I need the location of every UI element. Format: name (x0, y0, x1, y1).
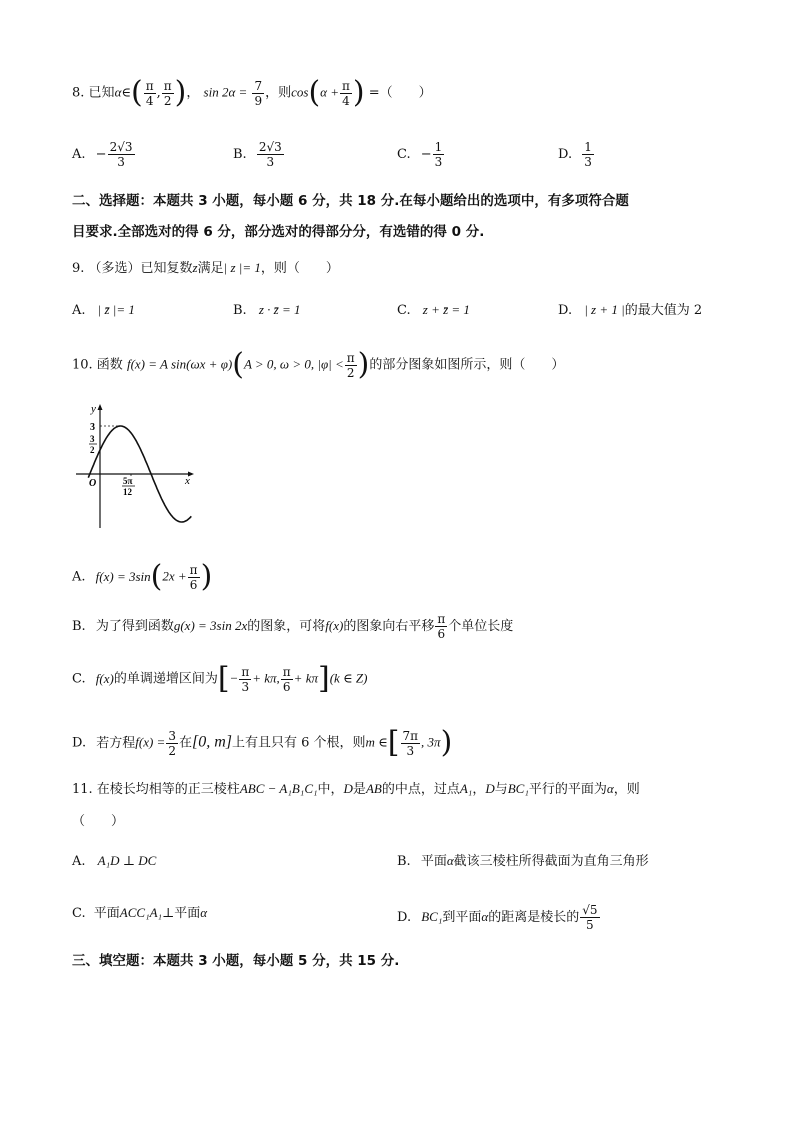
q8-option-c-label: C. (397, 147, 411, 162)
q10-option-c-label: C. (72, 671, 86, 687)
q11-option-d-label: D. (397, 910, 412, 925)
q11-alpha: α (606, 781, 614, 796)
q11-option-b[interactable] (397, 851, 649, 872)
q10-graph (72, 398, 202, 530)
q10-graph-ytick-3half-n: 3 (90, 434, 95, 444)
q11-option-a-text: A₁D ⊥ DC (97, 853, 157, 868)
q10-stem (72, 347, 565, 382)
section3-heading: 三、填空题：本题共 3 小题，每小题 5 分，共 15 分. (72, 953, 400, 969)
q10-graph-y-label: y (91, 403, 96, 415)
q10-cond-open: ( (232, 347, 244, 382)
q8-option-c[interactable] (397, 140, 445, 169)
q11-a1: A₁ (459, 781, 473, 796)
q8-stem: 8. 已知α∈( $\frac{\pi}{4}$ , $\frac{\pi}{2}$ )， sin 2α = $\frac{7}{9}$ ，则cos(α + $\frac{\pi}{4}$ ) =（ ） (72, 75, 432, 110)
q10-option-c-a: 的单调递增区间为 (113, 671, 218, 687)
q10-graph-xtick-d: 12 (123, 487, 132, 497)
q9-option-a[interactable] (72, 300, 135, 321)
q11-option-c-alpha: α (200, 905, 208, 920)
q11-option-d-b: 到平面 (442, 910, 482, 925)
q11-option-b-a: 平面 (420, 854, 447, 869)
q11-option-a-label: A. (72, 854, 86, 869)
q8-option-c-sign: − (420, 147, 432, 162)
q9-option-b-text: z · z̄ = 1 (258, 302, 301, 317)
q10-stem-a: 10. 函数 (72, 357, 123, 373)
q10-graph-xtick-n: 5π (123, 476, 133, 486)
q10-option-a-expr: f(x) = 3sin (95, 568, 151, 584)
q9-option-c-label: C. (397, 303, 411, 318)
q11-ab: AB (365, 781, 382, 796)
q8-option-a-frac: $\frac{2√3}{3}$ (109, 140, 133, 169)
q9-option-b[interactable] (233, 300, 300, 321)
q9-stem-b: 满足 (197, 261, 224, 276)
q9-cond: | z |= 1 (223, 260, 261, 275)
q8-option-a-sign: − (95, 147, 107, 162)
q10-stem-b: 的部分图象如图所示，则（ ） (369, 357, 565, 373)
q8-sin2a: sin 2α = (203, 84, 248, 100)
q11-mid4: ， (472, 782, 486, 797)
q8-alpha-plus: α + (320, 84, 340, 100)
q9-z: z (192, 260, 198, 275)
q10-option-d-a: 若方程 (96, 735, 136, 751)
q8-cos-open: ( (308, 75, 321, 110)
q11-option-c[interactable] (72, 903, 207, 924)
q9-stem-c: ，则（ ） (260, 261, 339, 276)
q8-option-d-label: D. (558, 147, 573, 162)
q11-option-b-label: B. (397, 854, 411, 869)
q10-option-c-frac-b: $\frac{\pi}{6}$ (282, 664, 291, 694)
q11-line1: 11. 在棱长均相等的正三棱柱 (72, 782, 240, 797)
q10-option-d-open: [ (387, 725, 400, 760)
q8-option-c-frac: $\frac{1}{3}$ (434, 140, 443, 169)
q8-comma: ， (186, 85, 200, 101)
q11-mid3: 的中点，过点 (381, 782, 460, 797)
q9-option-a-text: | z̄ |= 1 (97, 302, 135, 317)
q9-option-d-label: D. (558, 303, 573, 318)
q8-in: ∈ (121, 85, 132, 101)
q8-frac-pi2: $\frac{\pi}{2}$ (163, 78, 172, 108)
q9-option-d-text: | z + 1 | (584, 302, 625, 317)
q11-mid2: 是 (352, 782, 366, 797)
q10-option-a-close: ) (200, 559, 213, 594)
q8-option-b-label: B. (233, 147, 247, 162)
q10-option-d-f: f(x) = (135, 734, 166, 750)
q8-cos: cos (291, 84, 309, 100)
q10-option-d-c: 上有且只有 6 个根，则 (231, 735, 366, 751)
q10-option-d-end: , 3π (421, 734, 441, 750)
section2-line2: 目要求.全部选对的得 6 分，部分选对的得部分分，有选错的得 0 分. (72, 224, 485, 240)
q11-line2: （ ） (72, 814, 125, 829)
q10-option-d-interval: [0, m] (191, 733, 232, 751)
q11-option-c-b: ⊥平面 (162, 906, 201, 921)
q10-option-c-mid: + kπ, (252, 670, 280, 686)
q10-option-b-b: 的图象，可将 (247, 619, 326, 634)
q10-option-c[interactable] (72, 661, 368, 696)
q10-option-b-d: 个单位长度 (448, 619, 514, 634)
q10-option-c-k: (k ∈ Z) (329, 670, 368, 686)
q10-option-a-label: A. (72, 569, 86, 585)
q10-option-b[interactable] (72, 612, 513, 641)
q10-option-c-frac-a: $\frac{\pi}{3}$ (241, 664, 250, 694)
q10-option-b-frac: $\frac{\pi}{6}$ (437, 612, 446, 641)
q11-prism: ABC − A₁B₁C₁ (239, 781, 318, 796)
q8-option-d[interactable] (558, 140, 595, 169)
q8-paren-open: ( (131, 75, 143, 110)
q10-cond-frac: $\frac{\pi}{2}$ (346, 350, 355, 380)
q10-option-d-frac: $\frac{3}{2}$ (168, 728, 176, 758)
q8-lead: 已知 (88, 85, 115, 101)
q10-option-d-b: 在 (178, 735, 192, 751)
q10-option-b-g: g(x) = 3sin 2x (173, 618, 248, 633)
q11-option-d[interactable] (397, 903, 601, 932)
q11-option-b-b: 截该三棱柱所得截面为直角三角形 (453, 854, 649, 869)
q10-option-a-inner: 2x + (162, 568, 187, 584)
q8-option-b[interactable] (233, 140, 285, 169)
q10-option-c-f: f(x) (95, 670, 114, 686)
q11-option-d-c: 的距离是棱长的 (488, 910, 580, 925)
q8-option-d-frac: $\frac{1}{3}$ (584, 140, 592, 169)
q9-option-c-text: z + z̄ = 1 (422, 302, 470, 317)
q10-option-a[interactable] (72, 559, 213, 594)
q10-cond-close: ) (357, 347, 370, 382)
q11-option-d-frac: $\frac{√5}{5}$ (582, 903, 598, 932)
q11-option-a[interactable] (72, 851, 156, 872)
q8-option-b-frac: $\frac{2√3}{3}$ (258, 140, 282, 169)
q11-d: D (343, 781, 353, 796)
q8-then: ，则 (265, 85, 292, 101)
q9-option-d-tail: 的最大值为 2 (624, 303, 703, 318)
q10-option-a-open: ( (150, 559, 163, 594)
q11-option-c-label: C. (72, 906, 86, 921)
q8-frac-pi4: $\frac{\pi}{4}$ (145, 78, 154, 108)
q11-d2: D (485, 781, 495, 796)
q8-tail: =（ ） (368, 85, 432, 101)
q10-fx: f(x) = A sin(ωx + φ) (126, 356, 233, 372)
q10-option-c-minus: − (229, 670, 239, 686)
q10-option-d-close: ) (440, 725, 453, 760)
q9-stem (72, 258, 339, 279)
q11-mid5: 与 (494, 782, 508, 797)
q10-graph-origin: O (89, 478, 97, 489)
q10-option-b-label: B. (72, 619, 86, 634)
q10-graph-ytick-3half-d: 2 (90, 445, 95, 455)
section2-line1: 二、选择题：本题共 3 小题，每小题 6 分，共 18 分.在每小题给出的选项中，有多项符合题 (72, 193, 629, 209)
q8-frac-pi4-b: $\frac{\pi}{4}$ (342, 78, 350, 108)
q11-option-c-a: 平面 (93, 906, 120, 921)
q10-cond: A > 0, ω > 0, |φ| < (243, 356, 344, 372)
q8-number: 8. (72, 85, 85, 101)
q8-paren-close: ) (174, 75, 187, 110)
q9-option-d[interactable] (558, 300, 702, 321)
q10-option-d[interactable] (72, 725, 453, 760)
q8-option-a-label: A. (72, 147, 86, 162)
q9-option-b-label: B. (233, 303, 247, 318)
q11-option-c-plane: ACC₁A₁ (119, 905, 163, 920)
q10-graph-y-arrow (98, 404, 103, 410)
q9-stem-a: 9. （多选）已知复数 (72, 261, 193, 276)
q10-option-a-frac: $\frac{\pi}{6}$ (189, 562, 198, 592)
q8-frac-7-9: $\frac{7}{9}$ (254, 78, 263, 108)
q10-option-c-open: [ (217, 661, 230, 696)
q11-option-d-alpha: α (481, 909, 489, 924)
q10-option-d-frac-7pi3: $\frac{7\pi}{3}$ (402, 728, 419, 758)
q10-option-b-c: 的图象向右平移 (343, 619, 435, 634)
q10-option-b-f: f(x) (325, 618, 344, 633)
q8-alpha: α (114, 84, 122, 100)
q8-cos-close: ) (352, 75, 365, 110)
q10-option-c-end: + kπ (293, 670, 318, 686)
q10-option-c-close: ] (317, 661, 330, 696)
q11-option-b-alpha: α (446, 853, 454, 868)
q11-bc1: BC₁ (507, 781, 529, 796)
q9-option-a-label: A. (72, 303, 86, 318)
q11-mid7: ，则 (613, 782, 640, 797)
q10-option-d-m: m ∈ (365, 734, 388, 750)
q10-graph-ytick-3: 3 (90, 422, 95, 433)
q10-graph-x-label: x (185, 475, 190, 487)
q11-mid6: 平行的平面为 (528, 782, 607, 797)
q11-option-d-a: BC₁ (421, 909, 443, 924)
q9-option-c[interactable] (397, 300, 470, 321)
q11-stem (72, 779, 640, 800)
q8-option-a[interactable] (72, 140, 136, 169)
q11-mid1: 中， (317, 782, 344, 797)
q10-option-d-label: D. (72, 735, 87, 751)
q10-option-b-a: 为了得到函数 (95, 619, 174, 634)
